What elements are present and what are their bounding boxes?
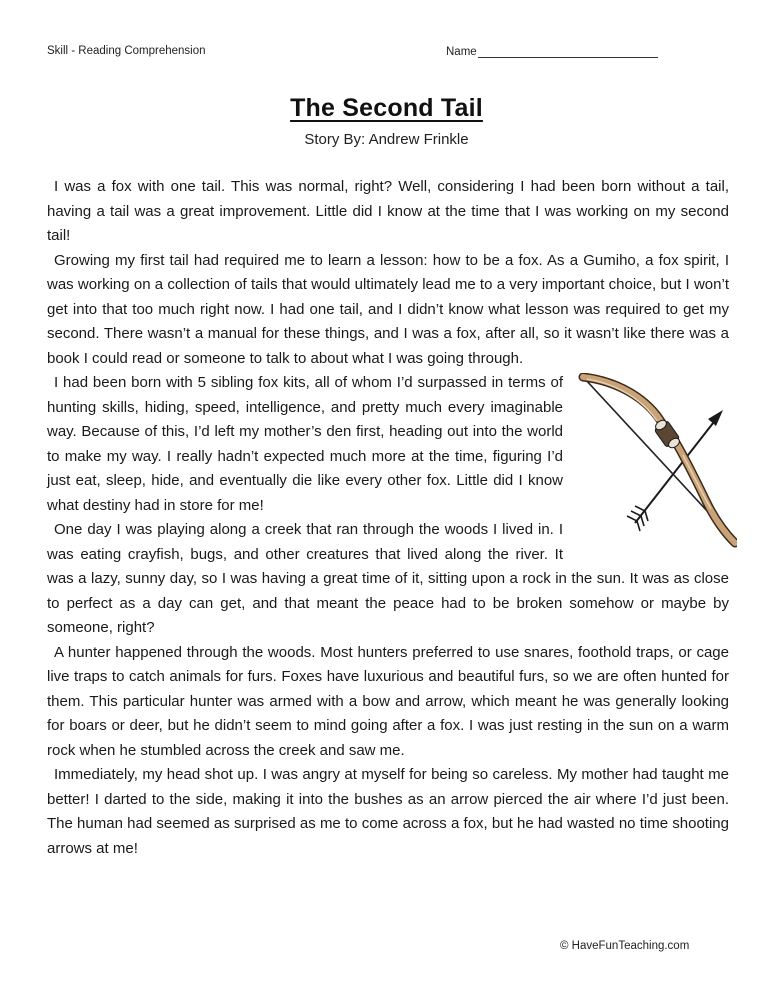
name-blank-line (478, 45, 658, 58)
story-byline: Story By: Andrew Frinkle (304, 131, 469, 148)
arrowhead (708, 410, 723, 426)
story-paragraph: I had been born with 5 sibling fox kits, all of whom I’d surpassed in terms of hunting skills, hiding, speed, intelligence, and pretty much every imaginable way. Because of this, I’d left my mother’s den first, heading out into the world to make my way. I really hadn’t expected much more at the time, figuring I’d just eat, sleep, hide, and eventually die like every other fox. Little did I know what destiny had in store for me! (47, 374, 563, 514)
story-title: The Second Tail (290, 94, 483, 122)
story-paragraph: Immediately, my head shot up. I was angry at myself for being so careless. My mother had taught me better! I darted to the side, making it into the bushes as an arrow pierced the air where I’d just been. The human had seemed as surprised as me to come across a fox, but he had wasted no time shooting arrows at me! (47, 766, 729, 857)
copyright-footer: © HaveFunTeaching.com (560, 940, 690, 952)
story-paragraph: I was a fox with one tail. This was normal, right? Well, considering I had been born without a tail, having a tail was a great improvement. Little did I know at the time that I was working on my second tail! (47, 178, 729, 244)
name-label: Name (446, 46, 477, 58)
story-paragraph: One day I was playing along a creek that ran through the woods I lived in. I was eating crayfish, bugs, and other creatures that lived along the river. It was a lazy, sunny day, so I was having a great time of it, sitting upon a rock in the sun. It was as close to perfect as a day can get, and that meant the peace had to be broken somehow or maybe by someone, right? (47, 521, 729, 636)
worksheet-header (47, 45, 726, 63)
skill-label: Skill - Reading Comprehension (47, 45, 206, 57)
bow-and-arrow-icon (577, 373, 737, 555)
name-field (446, 45, 658, 58)
story-body (47, 175, 729, 861)
story-paragraph: Growing my first tail had required me to learn a lesson: how to be a fox. As a Gumiho, a fox spirit, I was working on a collection of tails that would ultimately lead me to a very important choice, but I won’t get into that too much right now. I had one tail, and I didn’t know what lesson was required to get my second. There wasn’t a manual for these things, and I was a fox, after all, so it wasn’t like there was a book I could read or someone to talk to about what I was going through. (47, 251, 729, 367)
story-paragraph: A hunter happened through the woods. Most hunters preferred to use snares, foothold traps, or cage live traps to catch animals for furs. Foxes have luxurious and beautiful furs, so we are often hunted for them. This particular hunter was armed with a bow and arrow, which meant he was generally looking for boars or deer, but he didn’t seem to mind going after a fox. I was just resting in the sun on a warm rock when he stumbled across the creek and saw me. (47, 643, 729, 759)
